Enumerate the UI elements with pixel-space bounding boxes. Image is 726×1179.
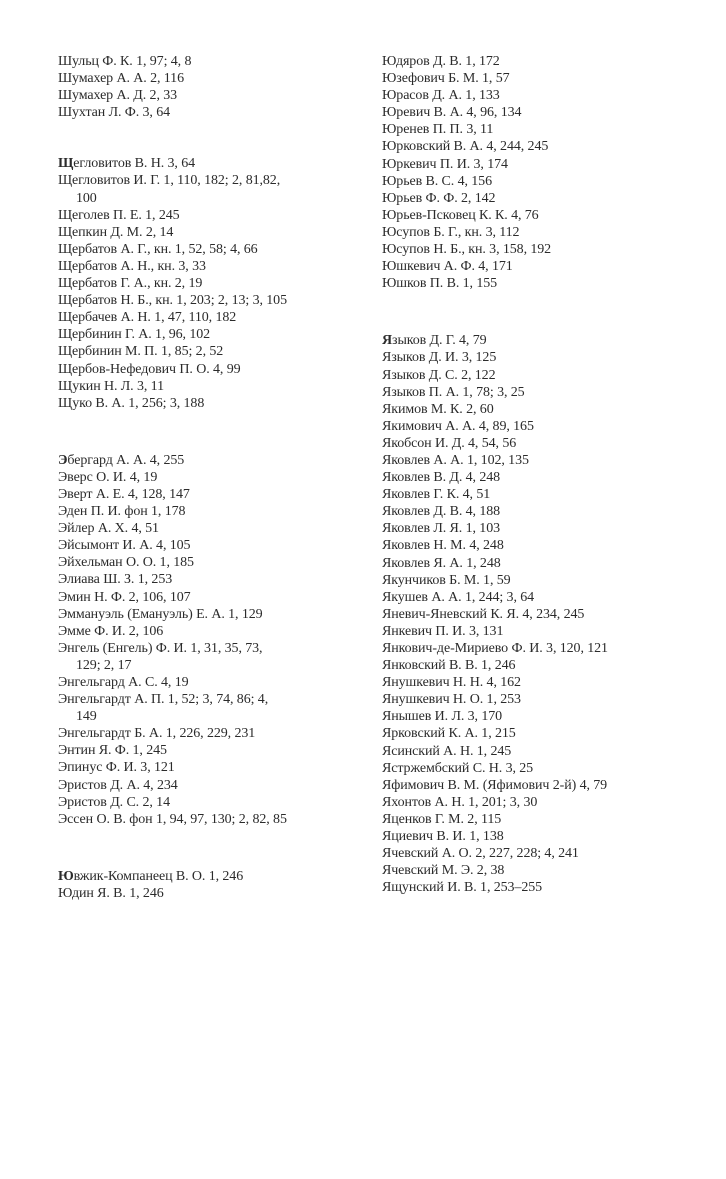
- entry-text: Шумахер А. А. 2, 116: [58, 71, 184, 87]
- index-entry: [58, 469, 378, 486]
- index-entry: [382, 674, 712, 691]
- entry-text: Яневич-Яневский К. Я. 4, 234, 245: [382, 606, 585, 622]
- index-entry: [58, 606, 378, 623]
- index-entry: [58, 70, 378, 87]
- index-entry: [58, 811, 378, 828]
- index-entry: [382, 332, 712, 349]
- index-entry: [382, 224, 712, 241]
- entry-text: Юшков П. В. 1, 155: [382, 276, 498, 292]
- index-entry: [58, 361, 378, 378]
- index-entry: [58, 725, 378, 742]
- section-letter: Э: [58, 452, 68, 468]
- index-entry: [58, 292, 378, 309]
- index-entry: [58, 53, 378, 70]
- entry-text: Янкевич П. И. 3, 131: [382, 623, 504, 639]
- entry-text: Якимов М. К. 2, 60: [382, 401, 494, 417]
- index-entry: [382, 640, 712, 657]
- index-entry: [382, 879, 712, 896]
- index-entry: [382, 589, 712, 606]
- entry-text: Эйсымонт И. А. 4, 105: [58, 538, 191, 554]
- index-entry: [58, 207, 378, 224]
- index-entry: [382, 794, 712, 811]
- entry-text: Шульц Ф. К. 1, 97; 4, 8: [58, 54, 192, 69]
- entry-text: Щербачев А. Н. 1, 47, 110, 182: [58, 310, 237, 326]
- index-entry: [58, 885, 378, 902]
- index-entry: [382, 537, 712, 554]
- entry-text: Щербатов А. Н., кн. 3, 33: [58, 258, 206, 274]
- entry-text: Ящунский И. В. 1, 253–255: [382, 880, 543, 896]
- entry-text: Яковлев Л. Я. 1, 103: [382, 521, 500, 537]
- entry-text: Юзефович Б. М. 1, 57: [382, 71, 510, 87]
- index-entry: [382, 503, 712, 520]
- entry-text: егловитов В. Н. 3, 64: [73, 156, 196, 172]
- entry-text: Элиава Ш. З. 1, 253: [58, 572, 173, 588]
- index-entry: [382, 469, 712, 486]
- entry-text: Щукин Н. Л. 3, 11: [58, 378, 164, 394]
- index-entry: [382, 657, 712, 674]
- index-entry: [382, 811, 712, 828]
- index-entry: [58, 640, 378, 674]
- index-entry: [382, 486, 712, 503]
- entry-text: Юдяров Д. В. 1, 172: [382, 54, 500, 69]
- entry-text: Эссен О. В. фон 1, 94, 97, 130; 2, 82, 85: [58, 811, 287, 827]
- index-entry: [382, 156, 712, 173]
- index-entry: [58, 503, 378, 520]
- entry-text: вжик-Компанеец В. О. 1, 246: [73, 868, 244, 884]
- entry-continuation: 129; 2, 17: [76, 657, 132, 673]
- entry-text: Эристов Д. А. 4, 234: [58, 777, 178, 793]
- entry-text: зыков Д. Г. 4, 79: [392, 333, 487, 349]
- entry-text: Щербатов А. Г., кн. 1, 52, 58; 4, 66: [58, 241, 258, 257]
- entry-text: Шумахер А. Д. 2, 33: [58, 88, 178, 104]
- entry-text: Эпинус Ф. И. 3, 121: [58, 760, 175, 776]
- index-entry: [382, 349, 712, 366]
- index-entry: [382, 53, 712, 70]
- index-entry: [382, 862, 712, 879]
- entry-text: Юркевич П. И. 3, 174: [382, 156, 508, 172]
- entry-text: Ястржембский С. Н. 3, 25: [382, 760, 534, 776]
- entry-text: Юсупов Б. Г., кн. 3, 112: [382, 224, 520, 240]
- entry-continuation: 149: [76, 709, 97, 725]
- letter-section-gap: [58, 121, 378, 155]
- index-entry: [58, 589, 378, 606]
- index-entry: [58, 537, 378, 554]
- entry-text: Щегловитов И. Г. 1, 110, 182; 2, 81,82,: [58, 173, 281, 189]
- entry-text: Ясинский А. Н. 1, 245: [382, 743, 512, 759]
- entry-text: Яковлев Г. К. 4, 51: [382, 487, 491, 503]
- index-entry: [58, 309, 378, 326]
- index-entry: [382, 623, 712, 640]
- index-entry: [382, 691, 712, 708]
- index-entry: [58, 258, 378, 275]
- entry-text: Яхонтов А. Н. 1, 201; 3, 30: [382, 794, 538, 810]
- index-column-left: [58, 53, 378, 902]
- entry-text: Щуко В. А. 1, 256; 3, 188: [58, 395, 205, 411]
- index-entry: [58, 104, 378, 121]
- index-entry: [382, 190, 712, 207]
- index-entry: [382, 241, 712, 258]
- index-entry: [58, 395, 378, 412]
- index-entry: [382, 104, 712, 121]
- entry-text: Юдин Я. В. 1, 246: [58, 885, 164, 901]
- index-entry: [382, 452, 712, 469]
- index-entry: [382, 828, 712, 845]
- entry-text: Якушев А. А. 1, 244; 3, 64: [382, 589, 535, 605]
- section-letter: Я: [382, 333, 393, 349]
- entry-text: Янышев И. Л. 3, 170: [382, 709, 503, 725]
- entry-text: Энгельгард А. С. 4, 19: [58, 675, 189, 690]
- index-entry: [58, 452, 378, 469]
- entry-text: Энгельгардт Б. А. 1, 226, 229, 231: [58, 726, 256, 742]
- entry-text: Янушкевич Н. О. 1, 253: [382, 692, 521, 708]
- index-entry: [58, 794, 378, 811]
- index-entry: [58, 241, 378, 258]
- entry-text: Якобсон И. Д. 4, 54, 56: [382, 435, 517, 451]
- index-entry: [382, 555, 712, 572]
- entry-text: Ярковский К. А. 1, 215: [382, 726, 516, 742]
- index-entry: [382, 121, 712, 138]
- letter-section-gap: [58, 412, 378, 452]
- index-entry: [58, 343, 378, 360]
- entry-text: Юрасов Д. А. 1, 133: [382, 88, 500, 104]
- index-entry: [58, 326, 378, 343]
- index-entry: [58, 520, 378, 537]
- entry-text: Щербинин М. П. 1, 85; 2, 52: [58, 344, 224, 360]
- entry-text: Ячевский А. О. 2, 227, 228; 4, 241: [382, 846, 579, 862]
- entry-text: бергард А. А. 4, 255: [67, 452, 185, 468]
- index-entry: [58, 87, 378, 104]
- index-entry: [58, 486, 378, 503]
- entry-text: Щербатов Н. Б., кн. 1, 203; 2, 13; 3, 105: [58, 293, 287, 309]
- entry-text: Эйхельман О. О. 1, 185: [58, 555, 194, 571]
- entry-continuation: 100: [76, 190, 97, 206]
- index-entry: [58, 378, 378, 395]
- letter-section-gap: [58, 828, 378, 868]
- index-entry: [58, 742, 378, 759]
- entry-text: Ячевский М. Э. 2, 38: [382, 863, 505, 879]
- index-entry: [58, 275, 378, 292]
- index-entry: [382, 207, 712, 224]
- entry-text: Яковлев Д. В. 4, 188: [382, 504, 501, 520]
- entry-text: Энгель (Енгель) Ф. И. 1, 31, 35, 73,: [58, 640, 263, 656]
- entry-text: Эмме Ф. И. 2, 106: [58, 623, 164, 639]
- entry-text: Юрьев-Псковец К. К. 4, 76: [382, 207, 539, 223]
- entry-text: Юрьев В. С. 4, 156: [382, 173, 492, 189]
- entry-text: Янкович-де-Мириево Ф. И. 3, 120, 121: [382, 641, 608, 656]
- index-entry: [382, 87, 712, 104]
- entry-text: Яковлев Я. А. 1, 248: [382, 555, 501, 571]
- index-entry: [382, 70, 712, 87]
- index-entry: [58, 224, 378, 241]
- section-letter: Щ: [58, 156, 74, 172]
- entry-text: Янушкевич Н. Н. 4, 162: [382, 675, 521, 691]
- entry-text: Эристов Д. С. 2, 14: [58, 794, 170, 810]
- index-entry: [58, 155, 378, 172]
- index-entry: [382, 418, 712, 435]
- index-entry: [382, 845, 712, 862]
- index-entry: [382, 572, 712, 589]
- entry-text: Щербинин Г. А. 1, 96, 102: [58, 327, 211, 343]
- index-entry: [58, 172, 378, 206]
- index-entry: [382, 708, 712, 725]
- index-entry: [382, 173, 712, 190]
- entry-text: Яковлев А. А. 1, 102, 135: [382, 452, 529, 468]
- entry-text: Юревич В. А. 4, 96, 134: [382, 105, 522, 121]
- index-entry: [382, 435, 712, 452]
- entry-text: Щербов-Нефедович П. О. 4, 99: [58, 361, 241, 377]
- entry-text: Якунчиков Б. М. 1, 59: [382, 572, 511, 588]
- entry-text: Эден П. И. фон 1, 178: [58, 504, 186, 520]
- index-entry: [382, 725, 712, 742]
- index-entry: [382, 367, 712, 384]
- index-entry: [58, 571, 378, 588]
- entry-text: Щеголев П. Е. 1, 245: [58, 207, 180, 223]
- entry-text: Янковский В. В. 1, 246: [382, 658, 516, 674]
- index-entry: [58, 868, 378, 885]
- index-entry: [382, 401, 712, 418]
- entry-text: Яковлев В. Д. 4, 248: [382, 470, 501, 486]
- index-entry: [58, 554, 378, 571]
- index-entry: [382, 760, 712, 777]
- entry-text: Щербатов Г. А., кн. 2, 19: [58, 276, 203, 292]
- entry-text: Яфимович В. М. (Яфимович 2-й) 4, 79: [382, 777, 608, 793]
- entry-text: Шухтан Л. Ф. 3, 64: [58, 105, 171, 121]
- index-entry: [58, 759, 378, 776]
- index-entry: [382, 384, 712, 401]
- entry-text: Яценков Г. М. 2, 115: [382, 811, 502, 827]
- entry-text: Энтин Я. Ф. 1, 245: [58, 743, 167, 759]
- index-entry: [58, 691, 378, 725]
- entry-text: Языков Д. С. 2, 122: [382, 367, 496, 383]
- section-letter: Ю: [58, 868, 74, 884]
- entry-text: Юсупов Н. Б., кн. 3, 158, 192: [382, 242, 552, 258]
- entry-text: Яциевич В. И. 1, 138: [382, 829, 504, 845]
- index-entry: [382, 138, 712, 155]
- entry-text: Юрьев Ф. Ф. 2, 142: [382, 190, 496, 206]
- entry-text: Энгельгардт А. П. 1, 52; 3, 74, 86; 4,: [58, 692, 269, 708]
- entry-text: Якимович А. А. 4, 89, 165: [382, 418, 534, 434]
- index-entry: [382, 777, 712, 794]
- entry-text: Юренев П. П. 3, 11: [382, 122, 494, 138]
- entry-text: Языков Д. И. 3, 125: [382, 350, 497, 366]
- entry-text: Эммануэль (Емануэль) Е. А. 1, 129: [58, 606, 263, 622]
- index-entry: [382, 275, 712, 292]
- entry-text: Языков П. А. 1, 78; 3, 25: [382, 384, 525, 400]
- entry-text: Эмин Н. Ф. 2, 106, 107: [58, 589, 191, 605]
- entry-text: Юрковский В. А. 4, 244, 245: [382, 139, 549, 155]
- entry-text: Юшкевич А. Ф. 4, 171: [382, 259, 513, 275]
- entry-text: Яковлев Н. М. 4, 248: [382, 538, 504, 554]
- entry-text: Эверс О. И. 4, 19: [58, 469, 158, 485]
- index-entry: [58, 623, 378, 640]
- index-entry: [382, 520, 712, 537]
- letter-section-gap: [382, 292, 712, 332]
- index-entry: [58, 674, 378, 691]
- entry-text: Эверт А. Е. 4, 128, 147: [58, 486, 190, 502]
- index-entry: [58, 777, 378, 794]
- entry-text: Эйлер А. Х. 4, 51: [58, 521, 159, 537]
- index-entry: [382, 743, 712, 760]
- index-column-right: [382, 53, 712, 896]
- index-entry: [382, 606, 712, 623]
- entry-text: Щепкин Д. М. 2, 14: [58, 224, 174, 240]
- index-entry: [382, 258, 712, 275]
